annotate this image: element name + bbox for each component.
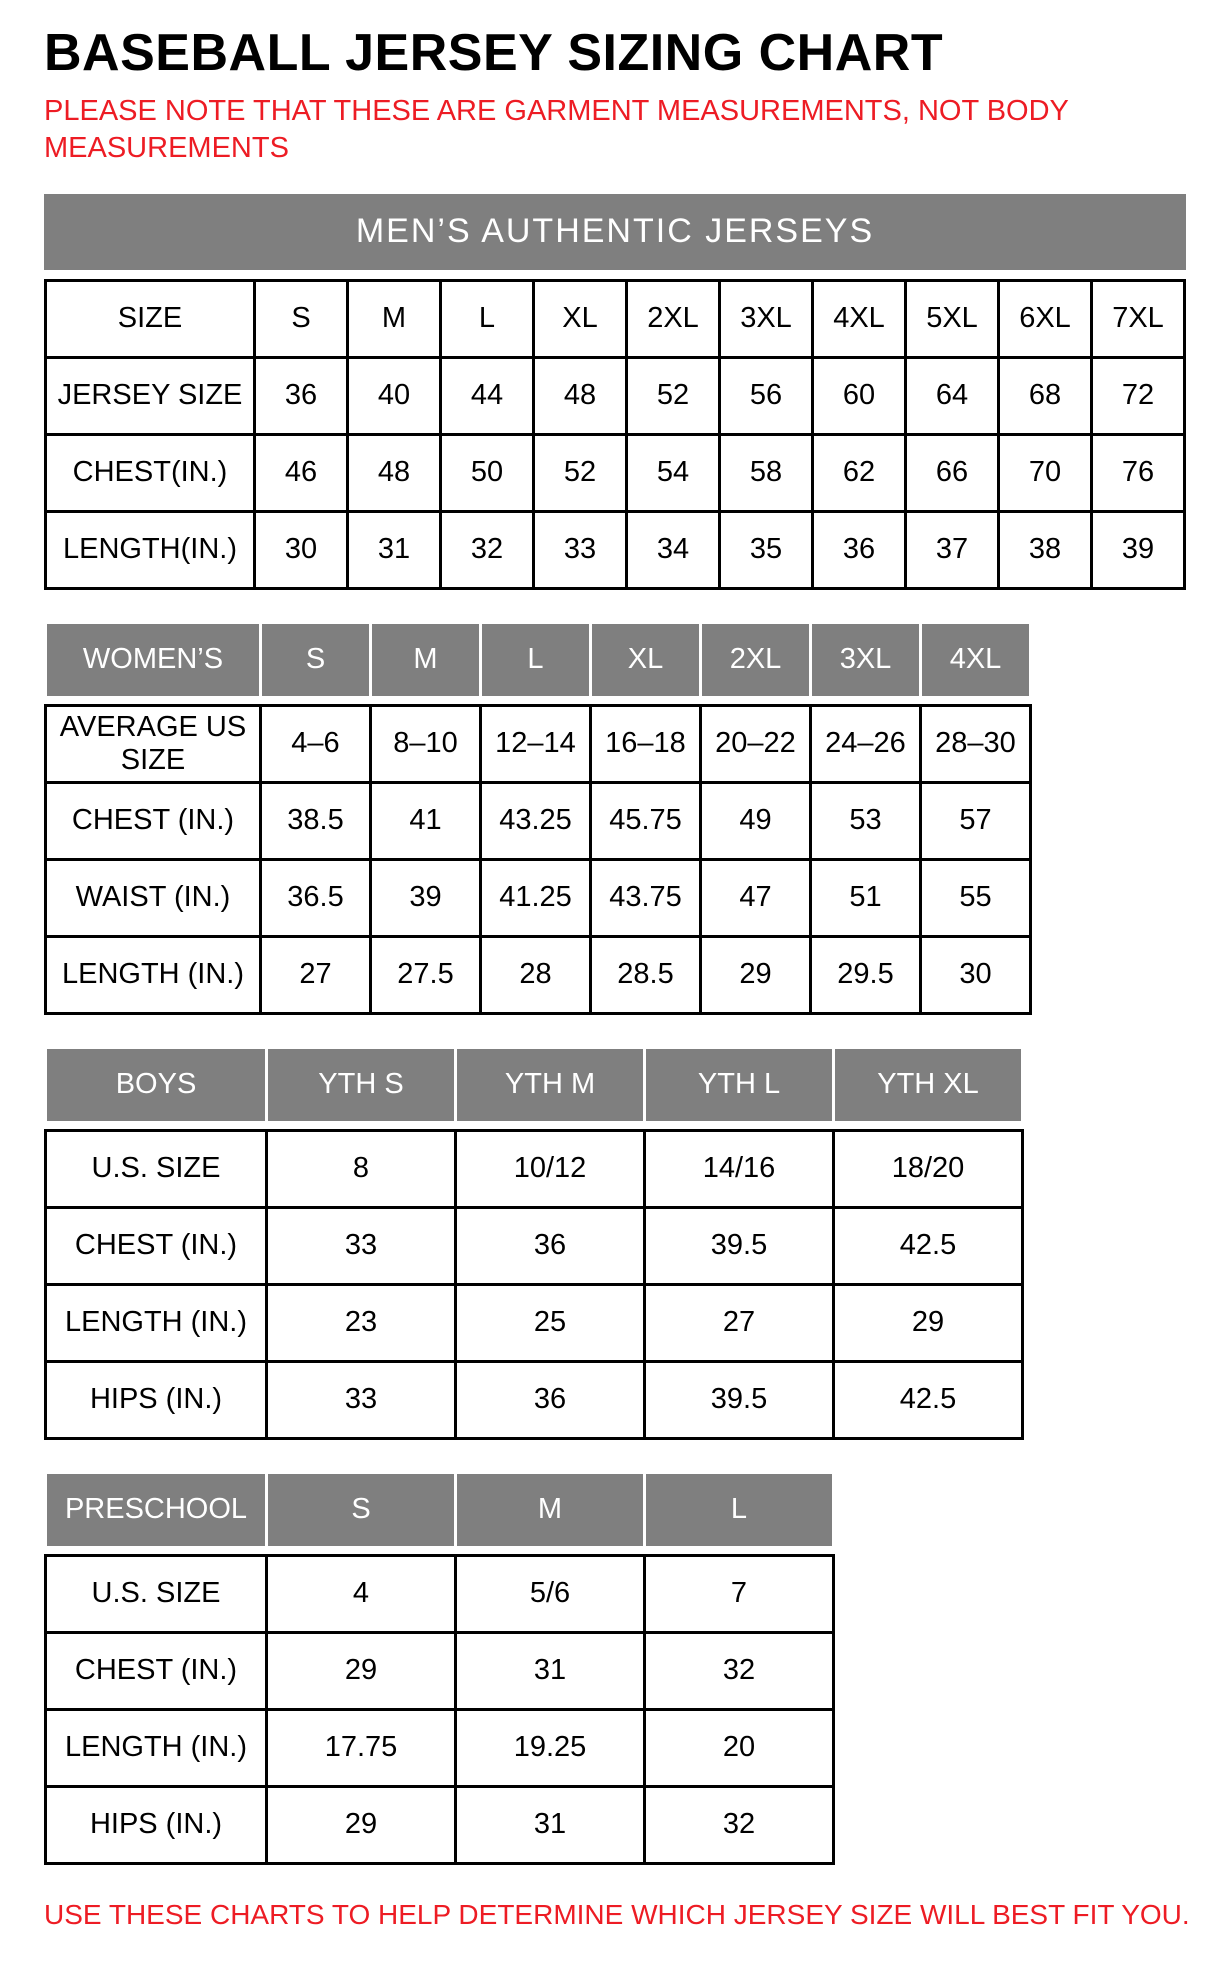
data-cell: 20 bbox=[646, 1711, 832, 1785]
data-cell: 8–10 bbox=[372, 707, 479, 781]
data-cell: 7XL bbox=[1093, 282, 1183, 356]
row-label-cell: WAIST (IN.) bbox=[47, 861, 259, 935]
data-cell: 39 bbox=[1093, 513, 1183, 587]
mens-authentic-jerseys-table bbox=[44, 194, 1186, 590]
data-cell: 29 bbox=[702, 938, 809, 1012]
column-header-cell: 4XL bbox=[922, 624, 1029, 696]
data-cell: 7 bbox=[646, 1557, 832, 1631]
row-label-cell: CHEST (IN.) bbox=[47, 784, 259, 858]
data-cell: 44 bbox=[442, 359, 532, 433]
data-cell: 4 bbox=[268, 1557, 454, 1631]
data-cell: 32 bbox=[646, 1788, 832, 1862]
data-cell: 16–18 bbox=[592, 707, 699, 781]
table-title-cell: BOYS bbox=[47, 1049, 265, 1121]
data-cell: 39 bbox=[372, 861, 479, 935]
womens-data-grid bbox=[44, 704, 1032, 1015]
row-label-cell: CHEST (IN.) bbox=[47, 1209, 265, 1283]
row-label-cell: LENGTH (IN.) bbox=[47, 1711, 265, 1785]
womens-table bbox=[44, 624, 1032, 1015]
row-label-cell: JERSEY SIZE bbox=[47, 359, 253, 433]
row-label-cell: CHEST(IN.) bbox=[47, 436, 253, 510]
data-cell: 43.75 bbox=[592, 861, 699, 935]
data-cell: 70 bbox=[1000, 436, 1090, 510]
data-cell: 27.5 bbox=[372, 938, 479, 1012]
boys-header-row bbox=[47, 1049, 1024, 1121]
data-cell: 68 bbox=[1000, 359, 1090, 433]
data-cell: 28 bbox=[482, 938, 589, 1012]
data-cell: 4–6 bbox=[262, 707, 369, 781]
preschool-header-row bbox=[47, 1474, 835, 1546]
data-cell: 29.5 bbox=[812, 938, 919, 1012]
data-cell: 41.25 bbox=[482, 861, 589, 935]
data-cell: 23 bbox=[268, 1286, 454, 1360]
womens-header-row bbox=[47, 624, 1032, 696]
data-cell: 31 bbox=[457, 1788, 643, 1862]
data-cell: 41 bbox=[372, 784, 479, 858]
data-cell: 64 bbox=[907, 359, 997, 433]
row-label-cell: AVERAGE US SIZE bbox=[47, 707, 259, 781]
data-cell: 55 bbox=[922, 861, 1029, 935]
data-cell: S bbox=[256, 282, 346, 356]
data-cell: M bbox=[349, 282, 439, 356]
data-cell: 50 bbox=[442, 436, 532, 510]
data-cell: 30 bbox=[922, 938, 1029, 1012]
table-title-cell: WOMEN’S bbox=[47, 624, 259, 696]
data-cell: 14/16 bbox=[646, 1132, 832, 1206]
data-cell: 29 bbox=[268, 1634, 454, 1708]
data-cell: 36 bbox=[256, 359, 346, 433]
data-cell: 27 bbox=[646, 1286, 832, 1360]
column-header-cell: S bbox=[268, 1474, 454, 1546]
column-header-cell: YTH S bbox=[268, 1049, 454, 1121]
data-cell: 38.5 bbox=[262, 784, 369, 858]
data-cell: 36 bbox=[457, 1209, 643, 1283]
data-cell: 52 bbox=[628, 359, 718, 433]
data-cell: 57 bbox=[922, 784, 1029, 858]
data-cell: 56 bbox=[721, 359, 811, 433]
data-cell: 25 bbox=[457, 1286, 643, 1360]
data-cell: 31 bbox=[349, 513, 439, 587]
data-cell: 66 bbox=[907, 436, 997, 510]
column-header-cell: YTH XL bbox=[835, 1049, 1021, 1121]
data-cell: 28.5 bbox=[592, 938, 699, 1012]
data-cell: 5XL bbox=[907, 282, 997, 356]
data-cell: 24–26 bbox=[812, 707, 919, 781]
data-cell: 33 bbox=[535, 513, 625, 587]
data-cell: 52 bbox=[535, 436, 625, 510]
row-label-cell: U.S. SIZE bbox=[47, 1557, 265, 1631]
data-cell: 76 bbox=[1093, 436, 1183, 510]
data-cell: 27 bbox=[262, 938, 369, 1012]
row-label-cell: U.S. SIZE bbox=[47, 1132, 265, 1206]
data-cell: 2XL bbox=[628, 282, 718, 356]
data-cell: 3XL bbox=[721, 282, 811, 356]
table-title-cell: PRESCHOOL bbox=[47, 1474, 265, 1546]
data-cell: 32 bbox=[646, 1634, 832, 1708]
row-label-cell: LENGTH (IN.) bbox=[47, 1286, 265, 1360]
row-label-cell: LENGTH(IN.) bbox=[47, 513, 253, 587]
data-cell: 46 bbox=[256, 436, 346, 510]
column-header-cell: YTH M bbox=[457, 1049, 643, 1121]
page-title: BASEBALL JERSEY SIZING CHART bbox=[44, 24, 944, 82]
data-cell: 45.75 bbox=[592, 784, 699, 858]
data-cell: 8 bbox=[268, 1132, 454, 1206]
data-cell: 47 bbox=[702, 861, 809, 935]
row-label-cell: LENGTH (IN.) bbox=[47, 938, 259, 1012]
data-cell: 37 bbox=[907, 513, 997, 587]
data-cell: 49 bbox=[702, 784, 809, 858]
data-cell: 38 bbox=[1000, 513, 1090, 587]
data-cell: 28–30 bbox=[922, 707, 1029, 781]
data-cell: 33 bbox=[268, 1209, 454, 1283]
data-cell: 36.5 bbox=[262, 861, 369, 935]
data-cell: 30 bbox=[256, 513, 346, 587]
preschool-table bbox=[44, 1474, 835, 1865]
column-header-cell: L bbox=[646, 1474, 832, 1546]
column-header-cell: 3XL bbox=[812, 624, 919, 696]
data-cell: 51 bbox=[812, 861, 919, 935]
row-label-cell: HIPS (IN.) bbox=[47, 1788, 265, 1862]
data-cell: 19.25 bbox=[457, 1711, 643, 1785]
column-header-cell: M bbox=[372, 624, 479, 696]
row-label-cell: CHEST (IN.) bbox=[47, 1634, 265, 1708]
data-cell: 4XL bbox=[814, 282, 904, 356]
data-cell: 36 bbox=[814, 513, 904, 587]
data-cell: 29 bbox=[268, 1788, 454, 1862]
data-cell: XL bbox=[535, 282, 625, 356]
row-label-cell: SIZE bbox=[47, 282, 253, 356]
data-cell: 18/20 bbox=[835, 1132, 1021, 1206]
data-cell: 40 bbox=[349, 359, 439, 433]
sizing-chart-page bbox=[44, 26, 1200, 1931]
data-cell: 39.5 bbox=[646, 1363, 832, 1437]
data-cell: 42.5 bbox=[835, 1209, 1021, 1283]
data-cell: 33 bbox=[268, 1363, 454, 1437]
data-cell: 48 bbox=[535, 359, 625, 433]
mens-authentic-jerseys-data-grid bbox=[44, 279, 1186, 590]
data-cell: 29 bbox=[835, 1286, 1021, 1360]
footer-note: USE THESE CHARTS TO HELP DETERMINE WHICH JERSEY SIZE WILL BEST FIT YOU. bbox=[44, 1898, 1190, 1930]
data-cell: 48 bbox=[349, 436, 439, 510]
data-cell: 42.5 bbox=[835, 1363, 1021, 1437]
column-header-cell: YTH L bbox=[646, 1049, 832, 1121]
data-cell: 10/12 bbox=[457, 1132, 643, 1206]
mens-authentic-jerseys-title-bar: MEN’S AUTHENTIC JERSEYS bbox=[44, 194, 1186, 270]
data-cell: 43.25 bbox=[482, 784, 589, 858]
data-cell: 31 bbox=[457, 1634, 643, 1708]
data-cell: 20–22 bbox=[702, 707, 809, 781]
data-cell: 17.75 bbox=[268, 1711, 454, 1785]
column-header-cell: XL bbox=[592, 624, 699, 696]
column-header-cell: 2XL bbox=[702, 624, 809, 696]
data-cell: 6XL bbox=[1000, 282, 1090, 356]
data-cell: 60 bbox=[814, 359, 904, 433]
boys-table bbox=[44, 1049, 1024, 1440]
preschool-data-grid bbox=[44, 1554, 835, 1865]
data-cell: 5/6 bbox=[457, 1557, 643, 1631]
data-cell: L bbox=[442, 282, 532, 356]
data-cell: 35 bbox=[721, 513, 811, 587]
data-cell: 62 bbox=[814, 436, 904, 510]
data-cell: 32 bbox=[442, 513, 532, 587]
data-cell: 12–14 bbox=[482, 707, 589, 781]
data-cell: 53 bbox=[812, 784, 919, 858]
row-label-cell: HIPS (IN.) bbox=[47, 1363, 265, 1437]
column-header-cell: S bbox=[262, 624, 369, 696]
data-cell: 36 bbox=[457, 1363, 643, 1437]
column-header-cell: L bbox=[482, 624, 589, 696]
data-cell: 54 bbox=[628, 436, 718, 510]
data-cell: 72 bbox=[1093, 359, 1183, 433]
data-cell: 58 bbox=[721, 436, 811, 510]
column-header-cell: M bbox=[457, 1474, 643, 1546]
data-cell: 39.5 bbox=[646, 1209, 832, 1283]
garment-measurements-note: PLEASE NOTE THAT THESE ARE GARMENT MEASUREMENTS, NOT BODY MEASUREMENTS bbox=[44, 94, 1069, 165]
boys-data-grid bbox=[44, 1129, 1024, 1440]
data-cell: 34 bbox=[628, 513, 718, 587]
